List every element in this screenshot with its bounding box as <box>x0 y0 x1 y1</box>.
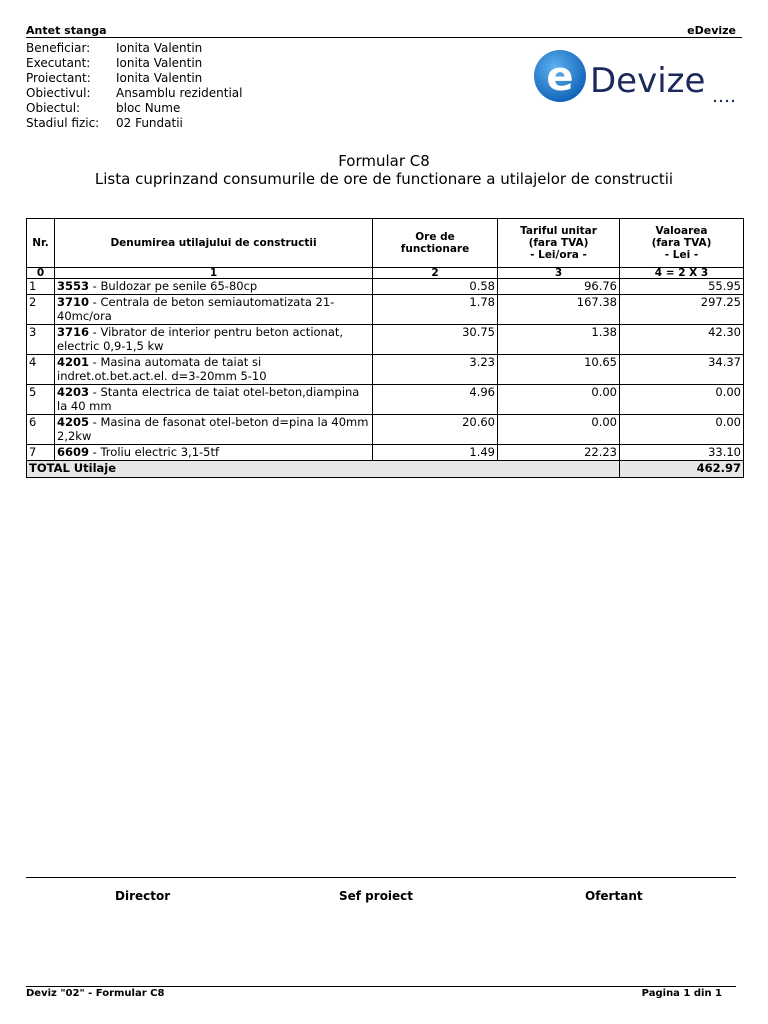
cell-code: 3553 <box>57 279 90 293</box>
edevize-logo <box>532 48 737 104</box>
cell-nr: 3 <box>27 325 55 355</box>
table-row <box>27 385 744 415</box>
table-row <box>27 295 744 325</box>
meta-label: Executant: <box>26 56 91 70</box>
meta-label: Beneficiar: <box>26 41 91 55</box>
col-header-nr: Nr. <box>27 219 55 268</box>
col-header-value-line3: - Lei - <box>664 249 699 261</box>
col-header-rate <box>498 219 620 268</box>
cell-name <box>55 295 373 325</box>
col-header-name: Denumirea utilajului de constructii <box>55 219 373 268</box>
logo-dot <box>714 100 716 102</box>
cell-value: 55.95 <box>620 279 744 295</box>
cell-nr: 2 <box>27 295 55 325</box>
meta-value: bloc Nume <box>116 101 181 115</box>
signature-divider <box>26 877 736 878</box>
meta-row-stadiul <box>26 116 243 131</box>
cell-name <box>55 385 373 415</box>
header-left: Antet stanga <box>26 24 107 37</box>
col-number: 0 <box>27 268 55 279</box>
cell-rate: 0.00 <box>498 385 620 415</box>
signature-sef-proiect: Sef proiect <box>339 889 414 903</box>
cell-hours: 4.96 <box>373 385 498 415</box>
meta-row-proiectant <box>26 71 243 86</box>
cell-rate: 96.76 <box>498 279 620 295</box>
cell-value: 0.00 <box>620 385 744 415</box>
cell-hours: 1.49 <box>373 445 498 461</box>
logo-text: Devize <box>590 61 706 101</box>
cell-nr: 5 <box>27 385 55 415</box>
meta-value: 02 Fundatii <box>116 116 183 130</box>
table-row <box>27 445 744 461</box>
footer-left: Deviz "02" - Formular C8 <box>26 988 165 999</box>
cell-nr: 6 <box>27 415 55 445</box>
cell-hours: 1.78 <box>373 295 498 325</box>
cell-value: 297.25 <box>620 295 744 325</box>
col-header-hours <box>373 219 498 268</box>
equipment-table <box>26 218 744 478</box>
cell-name <box>55 325 373 355</box>
footer-divider <box>26 986 736 987</box>
cell-hours: 20.60 <box>373 415 498 445</box>
col-header-hours-line2: functionare <box>400 243 470 255</box>
meta-row-beneficiar <box>26 41 243 56</box>
total-label: TOTAL Utilaje <box>27 461 620 478</box>
cell-nr: 1 <box>27 279 55 295</box>
meta-value: Ansamblu rezidential <box>116 86 243 100</box>
cell-name <box>55 279 373 295</box>
project-meta <box>26 41 243 131</box>
cell-desc: - Troliu electric 3,1-5tf <box>89 445 220 459</box>
cell-hours: 3.23 <box>373 355 498 385</box>
meta-row-obiectivul <box>26 86 243 101</box>
cell-nr: 7 <box>27 445 55 461</box>
table-header-row <box>27 219 744 268</box>
cell-desc: - Vibrator de interior pentru beton actionat, electric 0,9-1,5 kw <box>57 325 344 353</box>
meta-label: Stadiul fizic: <box>26 116 100 130</box>
cell-name <box>55 445 373 461</box>
cell-desc: - Centrala de beton semiautomatizata 21-40mc/ora <box>57 295 335 323</box>
cell-code: 3716 <box>57 325 90 339</box>
form-subtitle: Lista cuprinzand consumurile de ore de functionare a utilajelor de constructii <box>94 170 674 188</box>
cell-desc: - Buldozar pe senile 65-80cp <box>89 279 258 293</box>
cell-value: 42.30 <box>620 325 744 355</box>
header-right: eDevize <box>687 24 736 37</box>
cell-value: 0.00 <box>620 415 744 445</box>
meta-label: Obiectivul: <box>26 86 91 100</box>
cell-rate: 167.38 <box>498 295 620 325</box>
meta-row-obiectul <box>26 101 243 116</box>
cell-rate: 22.23 <box>498 445 620 461</box>
col-header-rate-line2: (fara TVA) <box>528 237 589 249</box>
cell-code: 4205 <box>57 415 90 429</box>
cell-rate: 1.38 <box>498 325 620 355</box>
logo-dot <box>732 100 734 102</box>
table-row <box>27 325 744 355</box>
col-number: 1 <box>55 268 373 279</box>
total-row <box>27 461 744 478</box>
signature-ofertant: Ofertant <box>585 889 643 903</box>
col-header-rate-line3: - Lei/ora - <box>530 249 587 261</box>
table-row <box>27 279 744 295</box>
col-header-rate-line1: Tariful unitar <box>520 225 597 237</box>
logo-dot <box>720 100 722 102</box>
meta-label: Obiectul: <box>26 101 81 115</box>
meta-value: Ionita Valentin <box>116 71 203 85</box>
col-number: 2 <box>373 268 498 279</box>
cell-hours: 30.75 <box>373 325 498 355</box>
col-number: 4 = 2 X 3 <box>620 268 744 279</box>
logo-letter: e <box>546 54 574 100</box>
cell-nr: 4 <box>27 355 55 385</box>
meta-label: Proiectant: <box>26 71 91 85</box>
col-header-value <box>620 219 744 268</box>
cell-name <box>55 355 373 385</box>
footer-page-number: Pagina 1 din 1 <box>641 988 722 999</box>
cell-code: 4203 <box>57 385 90 399</box>
logo-dot <box>726 100 728 102</box>
meta-value: Ionita Valentin <box>116 56 203 70</box>
cell-value: 34.37 <box>620 355 744 385</box>
signature-director: Director <box>115 889 171 903</box>
table-row <box>27 415 744 445</box>
col-number: 3 <box>498 268 620 279</box>
table-row <box>27 355 744 385</box>
col-header-value-line1: Valoarea <box>655 225 708 237</box>
cell-hours: 0.58 <box>373 279 498 295</box>
cell-rate: 10.65 <box>498 355 620 385</box>
cell-rate: 0.00 <box>498 415 620 445</box>
meta-value: Ionita Valentin <box>116 41 203 55</box>
cell-code: 6609 <box>57 445 90 459</box>
header-divider <box>26 37 742 38</box>
cell-desc: - Masina de fasonat otel-beton d=pina la 40mm 2,2kw <box>57 415 369 443</box>
cell-desc: - Stanta electrica de taiat otel-beton,diampina la 40 mm <box>57 385 360 413</box>
col-header-hours-line1: Ore de <box>415 231 455 243</box>
form-title: Formular C8 <box>338 152 430 170</box>
cell-name <box>55 415 373 445</box>
cell-code: 4201 <box>57 355 90 369</box>
meta-row-executant <box>26 56 243 71</box>
cell-code: 3710 <box>57 295 90 309</box>
column-number-row <box>27 268 744 279</box>
col-header-value-line2: (fara TVA) <box>651 237 712 249</box>
cell-value: 33.10 <box>620 445 744 461</box>
cell-desc: - Masina automata de taiat si indret.ot.bet.act.el. d=3-20mm 5-10 <box>57 355 267 383</box>
total-value: 462.97 <box>620 461 744 478</box>
